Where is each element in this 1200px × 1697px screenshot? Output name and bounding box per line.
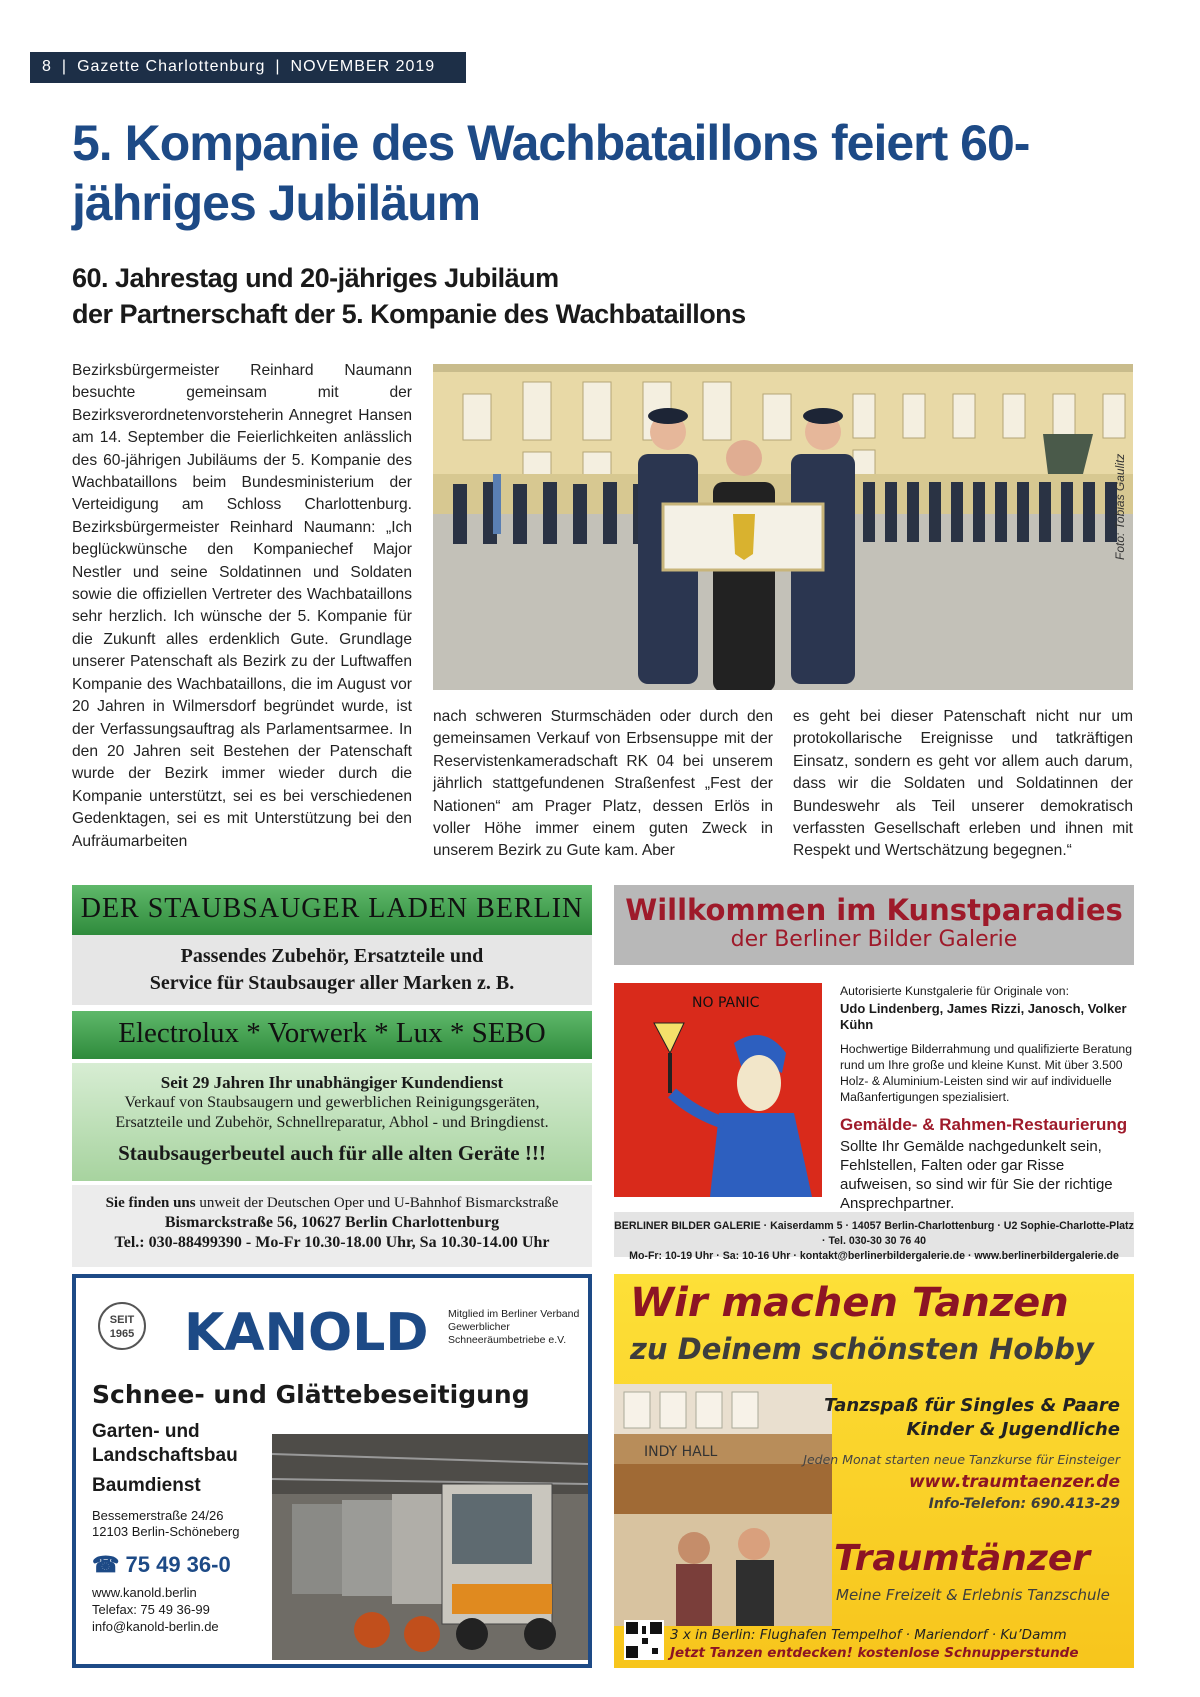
article-photo <box>433 364 1133 690</box>
kanold-headline: Schnee- und Glättebeseitigung <box>92 1380 530 1409</box>
vacuum-ad-bags: Staubsaugerbeutel auch für alle alten Geräte !!! <box>118 1141 546 1165</box>
vacuum-ad-hours: Tel.: 030-88499390 - Mo-Fr 10.30-18.00 Uhr, Sa 10.30-14.00 Uhr <box>114 1234 550 1251</box>
vacuum-ad-contact <box>72 1185 592 1267</box>
painting-lettering: NO PANIC <box>692 995 760 1011</box>
kanold-service-tree: Baumdienst <box>92 1475 201 1496</box>
art-ad-headline: Willkommen im Kunstparadies <box>625 893 1123 927</box>
page-number: 8 <box>42 58 52 75</box>
hall-sign-text: INDY HALL <box>644 1444 718 1460</box>
kanold-phone: ☎ 75 49 36-0 <box>92 1552 231 1577</box>
dance-ad-audience-line-1: Tanzspaß für Singles & Paare <box>824 1395 1120 1416</box>
kanold-email: info@kanold-berlin.de <box>92 1619 219 1634</box>
vacuum-ad-subtitle <box>72 935 592 1005</box>
art-ad-text <box>840 983 1134 1221</box>
art-ad-header <box>614 885 1134 965</box>
traumtaenzer-logo: Traumtänzer <box>834 1538 1091 1579</box>
dance-ad-headline: Wir machen Tanzen <box>630 1280 1069 1326</box>
art-ad-restoration <box>840 1115 1134 1213</box>
vacuum-ad-desc-2: Ersatzteile und Zubehör, Schnellreparatur, Abhol - und Bringdienst. <box>115 1114 549 1131</box>
qr-code-icon <box>624 1620 664 1660</box>
dance-ad-courses: Jeden Monat starten neue Tanzkurse für Einsteiger <box>803 1452 1120 1467</box>
article-column-3: es geht bei dieser Patenschaft nicht nur um protokollarische Ereignisse und tatkräftigen Einsatz, sondern es geht vor allem auch darum, dass wir die Soldaten und Soldatinnen der Bundeswehr als Teil unserer demokratisch verfassten Gesellschaft erleben und ihnen mit Respekt und Wertschätzung begegnen.“ <box>793 708 1133 860</box>
dance-ad-subheadline: zu Deinem schönsten Hobby <box>630 1332 1094 1366</box>
art-ad-footer <box>614 1212 1134 1262</box>
page-header: 8 | Gazette Charlottenburg | NOVEMBER 2019 <box>30 52 466 83</box>
article-column-2: nach schweren Sturmschäden oder durch den gemeinsamen Verkauf von Erbsensuppe mit der Reservistenkameradschaft RK 04 bei unserem jährlich stattgefundenen Straßenfest „Fest der Nationen“ am Prager Platz, dessen Erlös in voller Höhe immer einem guten Zweck in unserem Bezirk zu Gute kam. Aber <box>433 708 773 860</box>
art-ad-authorized: Autorisierte Kunstgalerie für Originale von: <box>840 984 1069 998</box>
dance-ad-website: www.traumtaenzer.de <box>908 1472 1120 1492</box>
vacuum-ad-title: DER STAUBSAUGER LADEN BERLIN <box>72 885 592 935</box>
subtitle-line-2: der Partnerschaft der 5. Kompanie des Wachbataillons <box>72 299 746 329</box>
issue-date: NOVEMBER 2019 <box>290 58 436 75</box>
kanold-fax: Telefax: 75 49 36-99 <box>92 1602 210 1617</box>
art-gallery-ad <box>614 885 1134 1262</box>
kanold-vehicles-photo <box>272 1434 588 1660</box>
kanold-service-garden: Garten- und Landschaftsbau <box>92 1421 238 1466</box>
dance-school-ad <box>614 1274 1134 1668</box>
badge-seit: SEIT <box>109 1314 135 1326</box>
art-ad-painting <box>614 983 822 1197</box>
kanold-street: Bessemerstraße 24/26 <box>92 1508 224 1523</box>
kanold-membership: Mitglied im Berliner Verband Gewerblicher Schneeräumbetriebe e.V. <box>448 1308 580 1346</box>
article-column-1: Bezirksbürgermeister Reinhard Naumann besuchte gemeinsam mit der Bezirksverordnetenvorsteherin Annegret Hansen am 14. September die Feierlichkeiten anlässlich des 60-jährigen Jubiläums der 5. Kompanie des Wachbataillons beim Bundesministerium der Verteidigung am Schloss Charlottenburg. Bezirksbürgermeister Reinhard Naumann: „Ich beglückwünsche den Kompaniechef Major Nestler und seine Soldatinnen und Soldaten sowie die offiziellen Vertreter des Wachbataillons sehr herzlich. Ich wünsche der 5. Kompanie für die Zukunft alles erdenklich Gute. Grundlage unserer Patenschaft als Bezirk zu der Luftwaffen Kompanie des Wachbataillons, die im August vor 20 Jahren in Wilmersdorf begründet wurde, ist der Verfassungsauftrag als Parlamentsarmee. In den 20 Jahren seit Bestehen der Patenschaft wurde der Bezirk immer wieder durch die Kompanie unterstützt, sei es bei verschiedenen Gedenktagen, sei es mit Unterstützung bei den Aufräumarbeiten <box>72 362 412 850</box>
vacuum-shop-ad <box>72 885 592 1251</box>
art-ad-subline: der Berliner Bilder Galerie <box>730 927 1018 952</box>
dance-ad-cta: Jetzt Tanzen entdecken! kostenlose Schnupperstunde <box>670 1645 1079 1661</box>
art-ad-restoration-text: Sollte Ihr Gemälde nachgedunkelt sein, Fehlstellen, Falten oder gar Risse aufweisen, so sind wir für Sie der richtige Ansprechpartner. <box>840 1138 1113 1212</box>
vacuum-ad-subtitle-line-2: Service für Staubsauger aller Marken z. B. <box>149 972 515 994</box>
dance-ad-audience-line-2: Kinder & Jugendliche <box>906 1419 1120 1440</box>
art-ad-footer-line-1: BERLINER BILDER GALERIE · Kaiserdamm 5 · 14057 Berlin-Charlottenburg · U2 Sophie-Charlotte-Platz · Tel. 030-30 30 76 40 <box>614 1220 1134 1247</box>
since-1965-badge <box>98 1302 146 1350</box>
dance-ad-locations-text: 3 x in Berlin: Flughafen Tempelhof · Mariendorf · Ku’Damm <box>670 1627 1067 1643</box>
vacuum-ad-desc-1: Verkauf von Staubsaugern und gewerblichen Reinigungsgeräten, <box>124 1094 540 1111</box>
dance-hall-photo <box>614 1384 832 1516</box>
no-panic-painting-illustration <box>614 983 822 1197</box>
dance-hall-illustration <box>614 1384 832 1516</box>
vacuum-ad-address: Bismarckstraße 56, 10627 Berlin Charlottenburg <box>164 1214 500 1231</box>
palace-ceremony-illustration <box>433 364 1133 690</box>
art-ad-framing: Hochwertige Bilderrahmung und qualifizierte Beratung rund um Ihre große und kleine Kunst. Mit über 3.500 Holz- & Aluminium-Leisten sind wir auf individuelle Maßanfertigungen spezialisiert. <box>840 1042 1132 1104</box>
photo-credit: Foto: Tobias Gaulitz <box>1113 453 1127 560</box>
kanold-contact <box>92 1420 267 1635</box>
kanold-website: www.kanold.berlin <box>92 1585 197 1600</box>
dance-ad-locations <box>670 1626 1079 1662</box>
vacuum-ad-services <box>72 1063 592 1181</box>
kanold-city: 12103 Berlin-Schöneberg <box>92 1524 240 1539</box>
vacuum-ad-brands: Electrolux * Vorwerk * Lux * SEBO <box>72 1011 592 1059</box>
kanold-logo <box>184 1300 434 1358</box>
badge-year: 1965 <box>109 1328 135 1340</box>
dance-ad-audience <box>824 1394 1120 1442</box>
dancing-couple-illustration <box>614 1514 832 1626</box>
dancing-couple-photo <box>614 1514 832 1626</box>
vacuum-ad-find-rest: unweit der Deutschen Oper und U-Bahnhof Bismarckstraße <box>199 1195 559 1211</box>
kanold-ad <box>72 1274 592 1668</box>
art-ad-footer-line-2: Mo-Fr: 10-19 Uhr · Sa: 10-16 Uhr · kontakt@berlinerbildergalerie.de · www.berlinerbildergalerie.de <box>629 1250 1119 1262</box>
vacuum-ad-subtitle-line-1: Passendes Zubehör, Ersatzteile und <box>180 945 484 967</box>
article-subtitle <box>72 260 1072 332</box>
sweeper-vehicles-illustration <box>272 1434 588 1660</box>
dance-ad-phone: Info-Telefon: 690.413-29 <box>928 1496 1120 1512</box>
kanold-logo-text: KANOLD <box>184 1303 429 1358</box>
publication-name: Gazette Charlottenburg <box>77 58 266 75</box>
art-ad-artists: Udo Lindenberg, James Rizzi, Janosch, Volker Kühn <box>840 1001 1127 1032</box>
dance-ad-slogan: Meine Freizeit & Erlebnis Tanzschule <box>836 1586 1110 1604</box>
article-title: 5. Kompanie des Wachbataillons feiert 60-jähriges Jubiläum <box>72 115 1030 231</box>
subtitle-line-1: 60. Jahrestag und 20-jähriges Jubiläum <box>72 263 559 293</box>
vacuum-ad-find-bold: Sie finden uns <box>105 1195 196 1211</box>
art-ad-restoration-title: Gemälde- & Rahmen-Restaurierung <box>840 1115 1128 1134</box>
vacuum-ad-since: Seit 29 Jahren Ihr unabhängiger Kundendienst <box>160 1073 504 1092</box>
